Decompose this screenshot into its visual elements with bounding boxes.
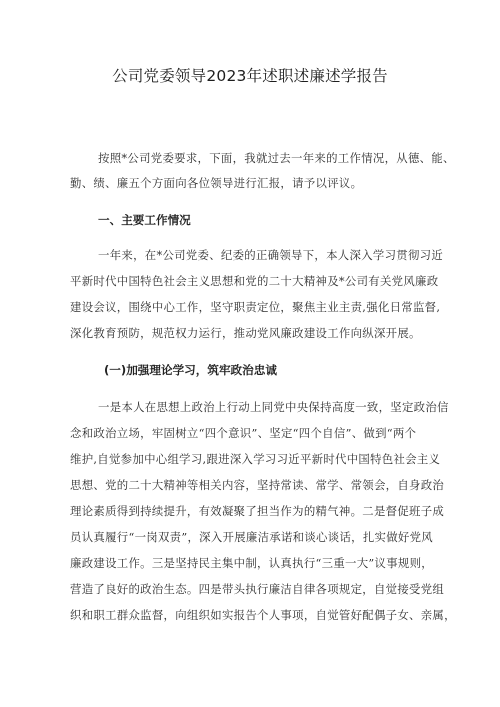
body-line: 营造了良好的政治生态。四是带头执行廉洁自律各项规定，自觉接受党组 — [70, 582, 445, 596]
body-line: 织和职工群众监督，向组织如实报告个人事项，自觉管好配偶子女、亲属， — [70, 608, 456, 622]
body-line: 一是本人在思想上政治上行动上同党中央保持高度一致，坚定政治信 — [98, 400, 449, 414]
body-line: 思想、党的二十大精神等相关内容，坚持常读、常学、常领会，自身政治 — [70, 478, 445, 492]
body-line: 深化教育预防，规范权力运行，推动党风廉政建设工作向纵深开展。 — [70, 326, 421, 340]
intro-line: 按照*公司党委要求，下面，我就过去一年来的工作情况，从德、能、 — [98, 151, 455, 165]
document-title: 公司党委领导2023年述职述廉述学报告 — [112, 67, 388, 85]
body-line: 念和政治立场，牢固树立“四个意识”、坚定“四个自信”、做到“两个 — [70, 426, 417, 440]
subsection-heading: (一)加强理论学习，筑牢政治忠诚 — [104, 363, 277, 377]
body-line: 平新时代中国特色社会主义思想和党的二十大精神及*公司有关党风廉政 — [70, 274, 439, 288]
body-line: 建设会议，围绕中心工作，坚守职责定位，聚焦主业主责,强化日常监督, — [70, 300, 441, 314]
body-line: 一年来，在*公司党委、纪委的正确领导下，本人深入学习贯彻习近 — [98, 248, 444, 262]
body-line: 廉政建设工作。三是坚持民主集中制，认真执行“三重一大”议事规则， — [70, 556, 433, 570]
intro-line: 勤、绩、廉五个方面向各位领导进行汇报，请予以评议。 — [70, 176, 363, 190]
body-line: 理论素质得到持续提升，有效凝聚了担当作为的精气神。二是督促班子成 — [70, 504, 445, 518]
body-line: 维护,自觉参加中心组学习,跟进深入学习习近平新时代中国特色社会主义 — [70, 452, 441, 466]
body-line: 员认真履行“一岗双责”，深入开展廉洁承诺和谈心谈话，扎实做好党风 — [70, 530, 433, 544]
section-heading: 一、主要工作情况 — [98, 213, 191, 227]
